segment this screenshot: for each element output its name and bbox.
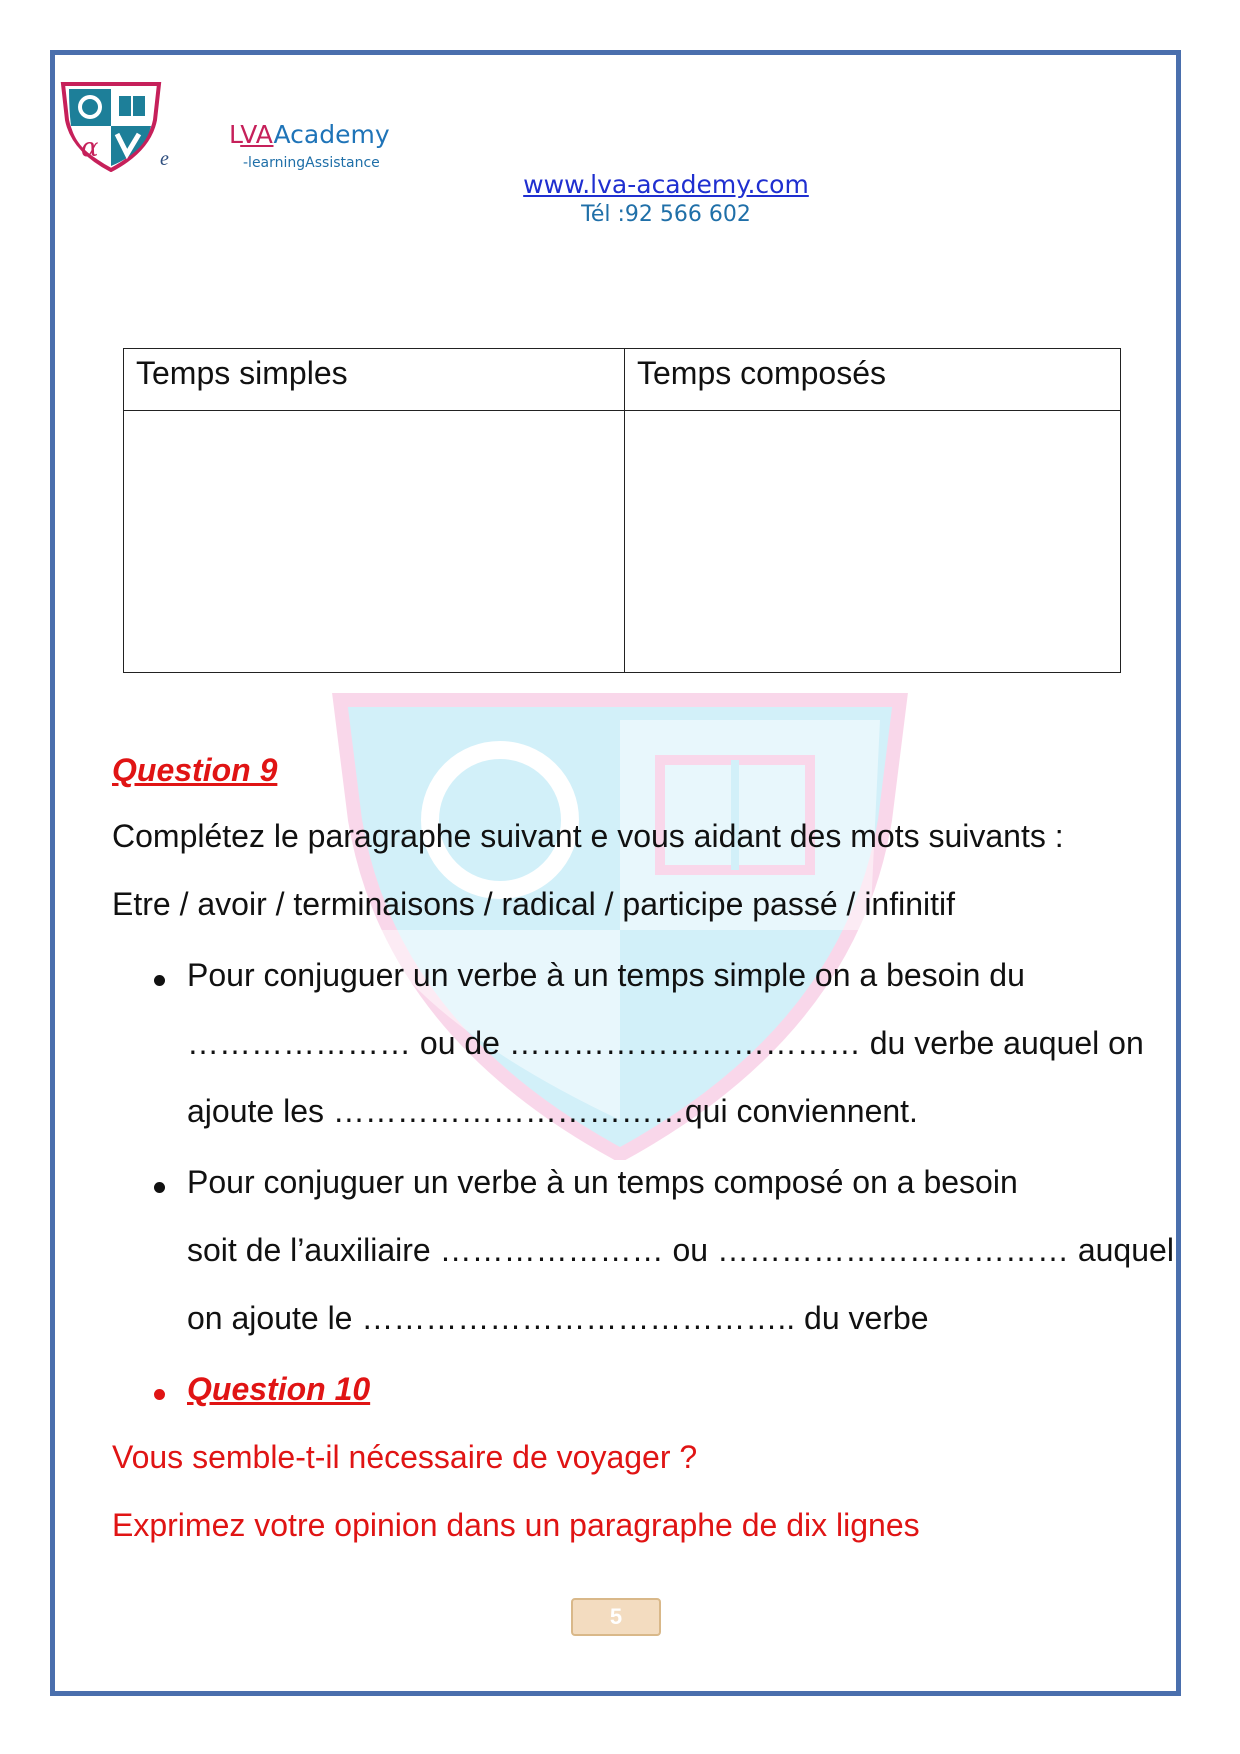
brand-name xyxy=(229,120,390,149)
phone-number: Tél :92 566 602 xyxy=(581,202,751,227)
question-10-line2: Exprimez votre opinion dans un paragraphe de dix lignes xyxy=(112,1507,920,1543)
watermark-shield xyxy=(330,690,910,1160)
svg-text:α: α xyxy=(81,133,99,163)
question-10-title: Question 10 xyxy=(187,1371,371,1407)
lva-academy-logo xyxy=(57,80,165,172)
bullet1-line3: ajoute les ……………………………qui conviennent. xyxy=(187,1093,918,1129)
header-temps-simples: Temps simples xyxy=(124,349,625,411)
cell-temps-composes[interactable] xyxy=(625,411,1121,673)
cell-temps-simples[interactable] xyxy=(124,411,625,673)
question-9-word-list: Etre / avoir / terminaisons / radical / participe passé / infinitif xyxy=(112,886,956,922)
bullet1-line2: ………………… ou de …………………………… du verbe auquel on xyxy=(187,1025,1144,1061)
bullet-point xyxy=(154,1182,165,1193)
tenses-table xyxy=(123,348,1121,673)
bullet-point-red xyxy=(154,1389,165,1400)
question-9-title: Question 9 xyxy=(112,752,278,788)
brand-academy: Academy xyxy=(273,120,390,149)
brand-va: VA xyxy=(240,120,274,149)
brand-subtitle: -learningAssistance xyxy=(243,155,380,171)
page-number: 5 xyxy=(571,1598,661,1636)
header-temps-composes: Temps composés xyxy=(625,349,1121,411)
bullet2-line1: Pour conjuguer un verbe à un temps composé on a besoin xyxy=(187,1164,1018,1200)
bullet2-line3: on ajoute le ………………………………….. du verbe xyxy=(187,1300,929,1336)
website-link[interactable]: www.lva-academy.com xyxy=(523,170,809,199)
bullet2-line2: soit de l’auxiliaire ………………… ou …………………………… auquel xyxy=(187,1232,1174,1268)
question-9-instruction: Complétez le paragraphe suivant e vous aidant des mots suivants : xyxy=(112,818,1064,854)
question-10-line1: Vous semble-t-il nécessaire de voyager ? xyxy=(112,1439,698,1475)
logo-letter: e xyxy=(160,148,169,170)
bullet1-line1: Pour conjuguer un verbe à un temps simple on a besoin du xyxy=(187,957,1025,993)
brand-l: L xyxy=(229,120,241,149)
bullet-point xyxy=(154,975,165,986)
